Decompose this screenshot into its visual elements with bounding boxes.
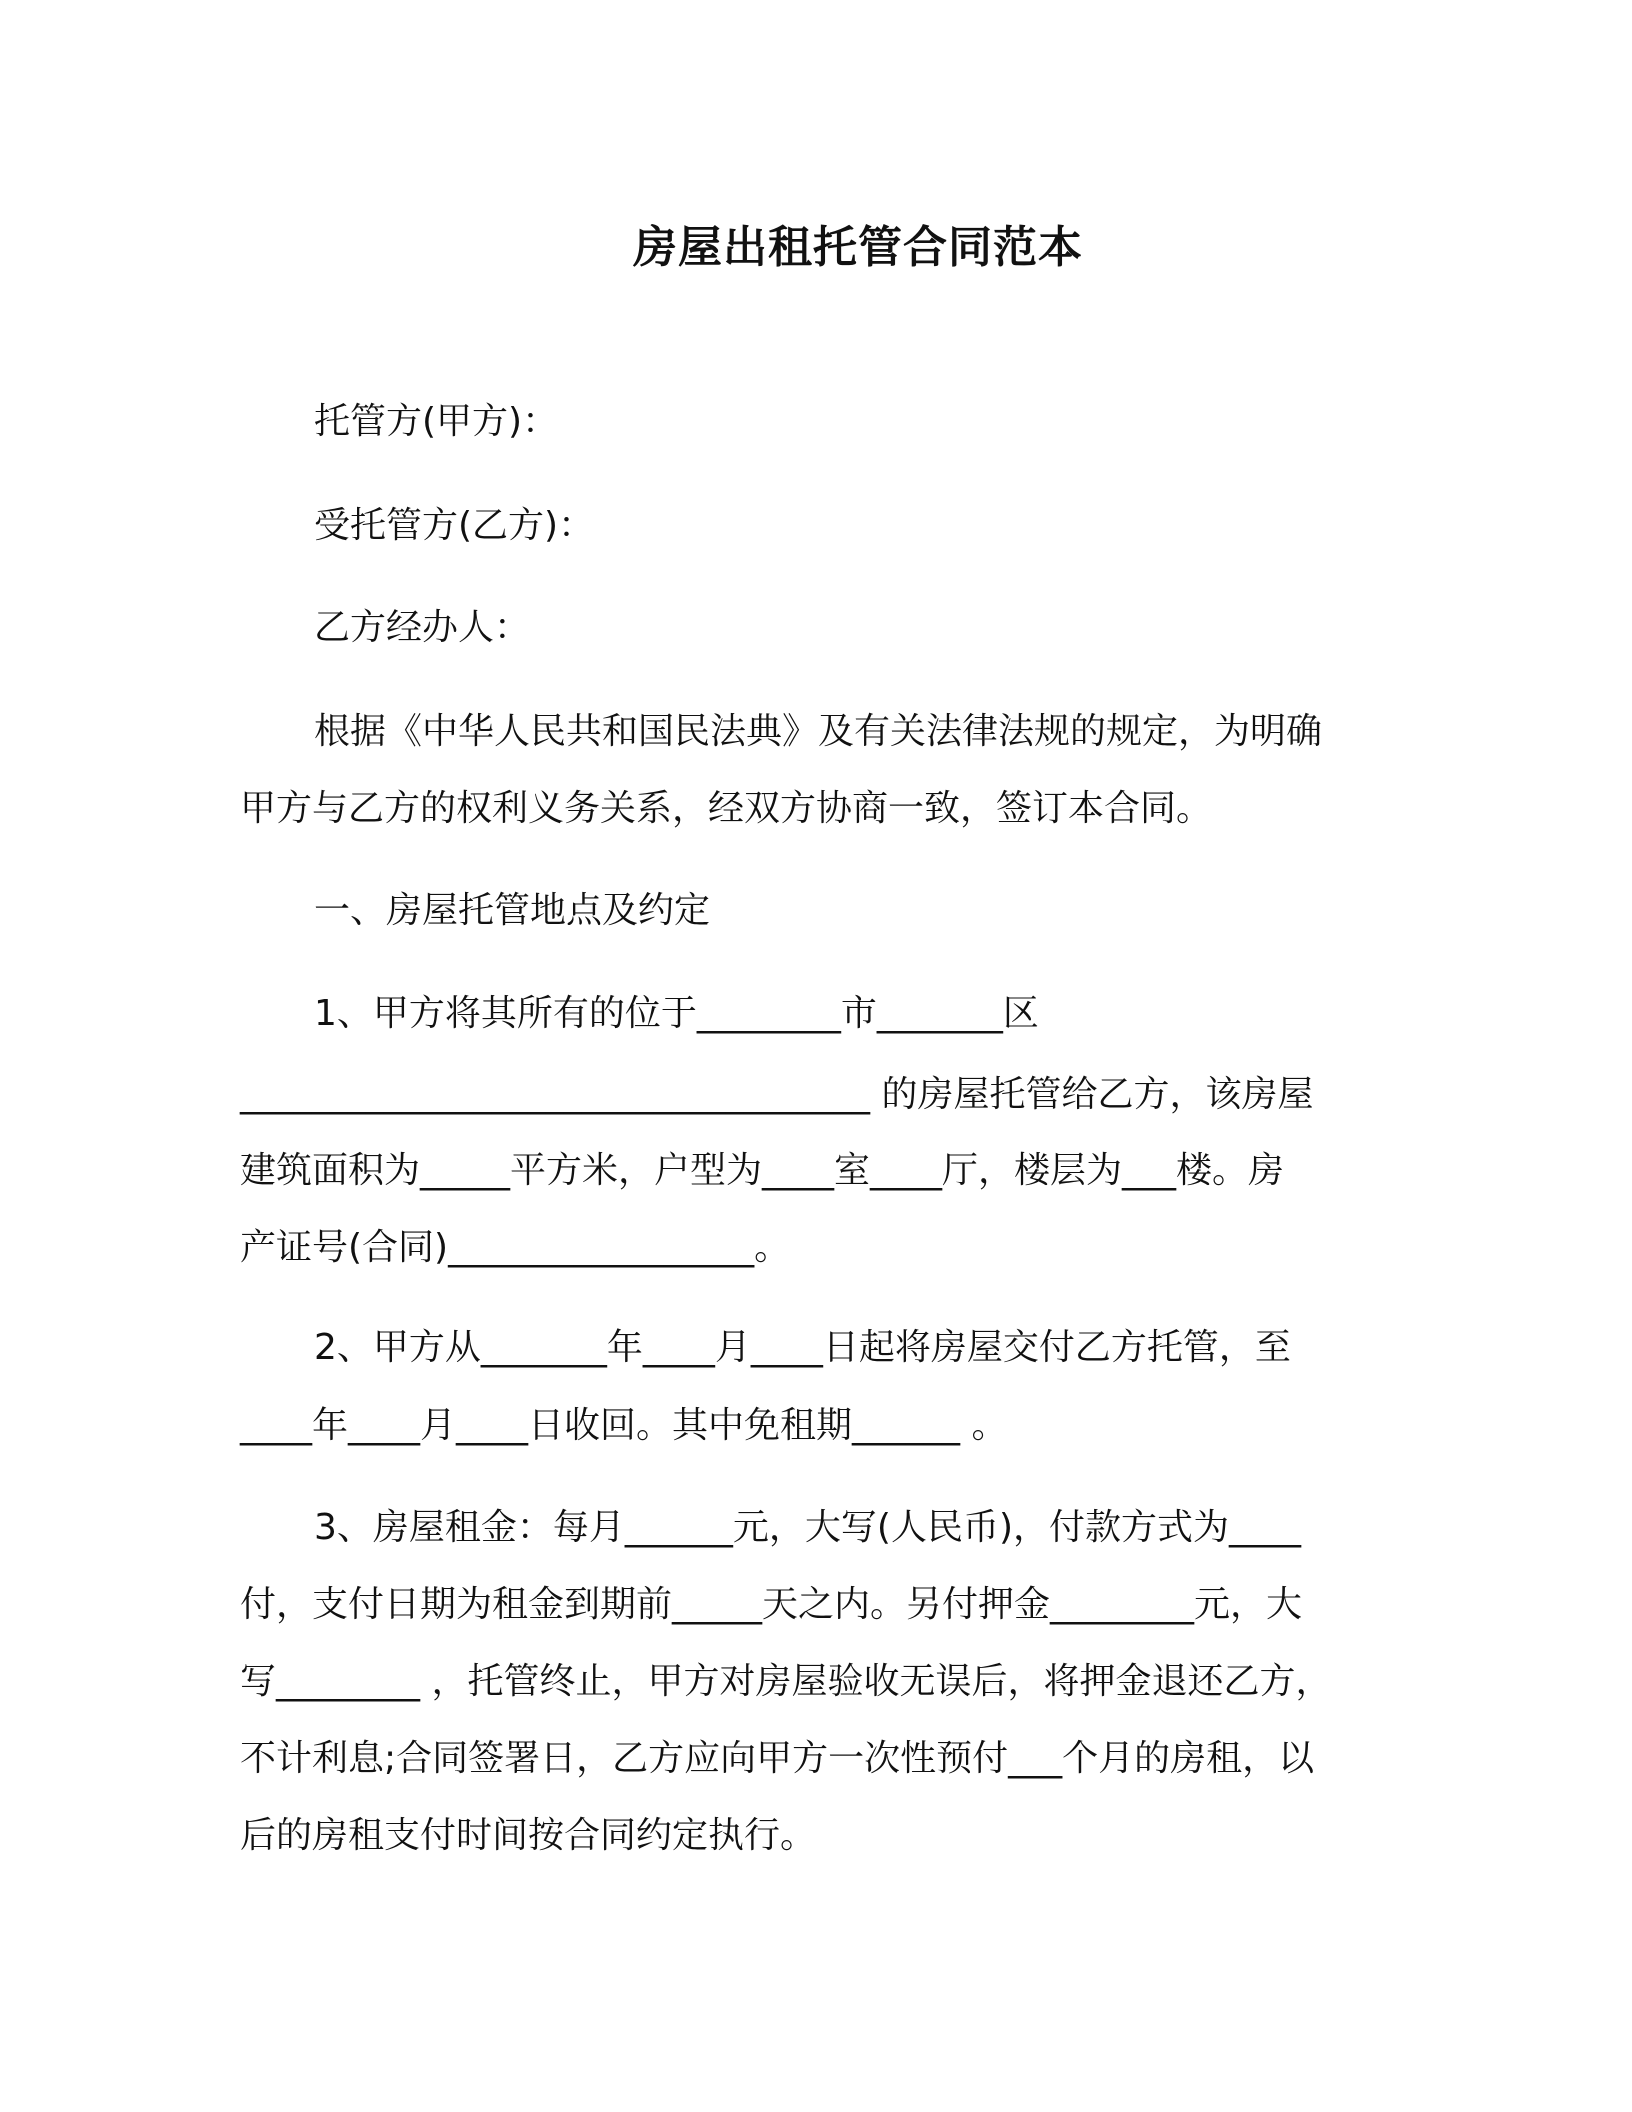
clause-3-line-3: 写________ ，托管终止，甲方对房屋验收无误后，将押金退还乙方， bbox=[240, 1661, 1332, 1702]
section-1-heading: 一、房屋托管地点及约定 bbox=[314, 890, 711, 931]
clause-1-line-3: 建筑面积为_____平方米，户型为____室____厅，楼层为___楼。房 bbox=[240, 1150, 1285, 1191]
clause-2-line-1: 2、甲方从_______年____月____日起将房屋交付乙方托管，至 bbox=[314, 1327, 1291, 1368]
clause-3-line-5: 后的房租支付时间按合同约定执行。 bbox=[240, 1815, 817, 1856]
clause-3-line-4: 不计利息;合同签署日，乙方应向甲方一次性预付___个月的房租，以 bbox=[240, 1738, 1315, 1779]
clause-3-line-1: 3、房屋租金：每月______元，大写(人民币)，付款方式为____ bbox=[314, 1507, 1301, 1548]
preamble-line-2: 甲方与乙方的权利义务关系，经双方协商一致，签订本合同。 bbox=[240, 788, 1213, 829]
party-b-label: 受托管方(乙方)： bbox=[314, 505, 595, 546]
preamble-line-1: 根据《中华人民共和国民法典》及有关法律法规的规定，为明确 bbox=[314, 711, 1323, 752]
clause-2-line-2: ____年____月____日收回。其中免租期______ 。 bbox=[240, 1405, 1008, 1446]
party-a-label: 托管方(甲方)： bbox=[314, 401, 559, 442]
clause-1-line-4: 产证号(合同)_________________。 bbox=[240, 1227, 791, 1268]
clause-3-line-2: 付，支付日期为租金到期前_____天之内。另付押金________元，大 bbox=[240, 1584, 1303, 1625]
clause-1-line-1: 1、甲方将其所有的位于________市_______区 bbox=[314, 993, 1039, 1034]
clause-1-line-2: ___________________________________ 的房屋托管给乙方，该房屋 bbox=[240, 1074, 1314, 1115]
party-b-agent-label: 乙方经办人： bbox=[314, 607, 531, 648]
document-title: 房屋出租托管合同范本 bbox=[633, 222, 1083, 273]
